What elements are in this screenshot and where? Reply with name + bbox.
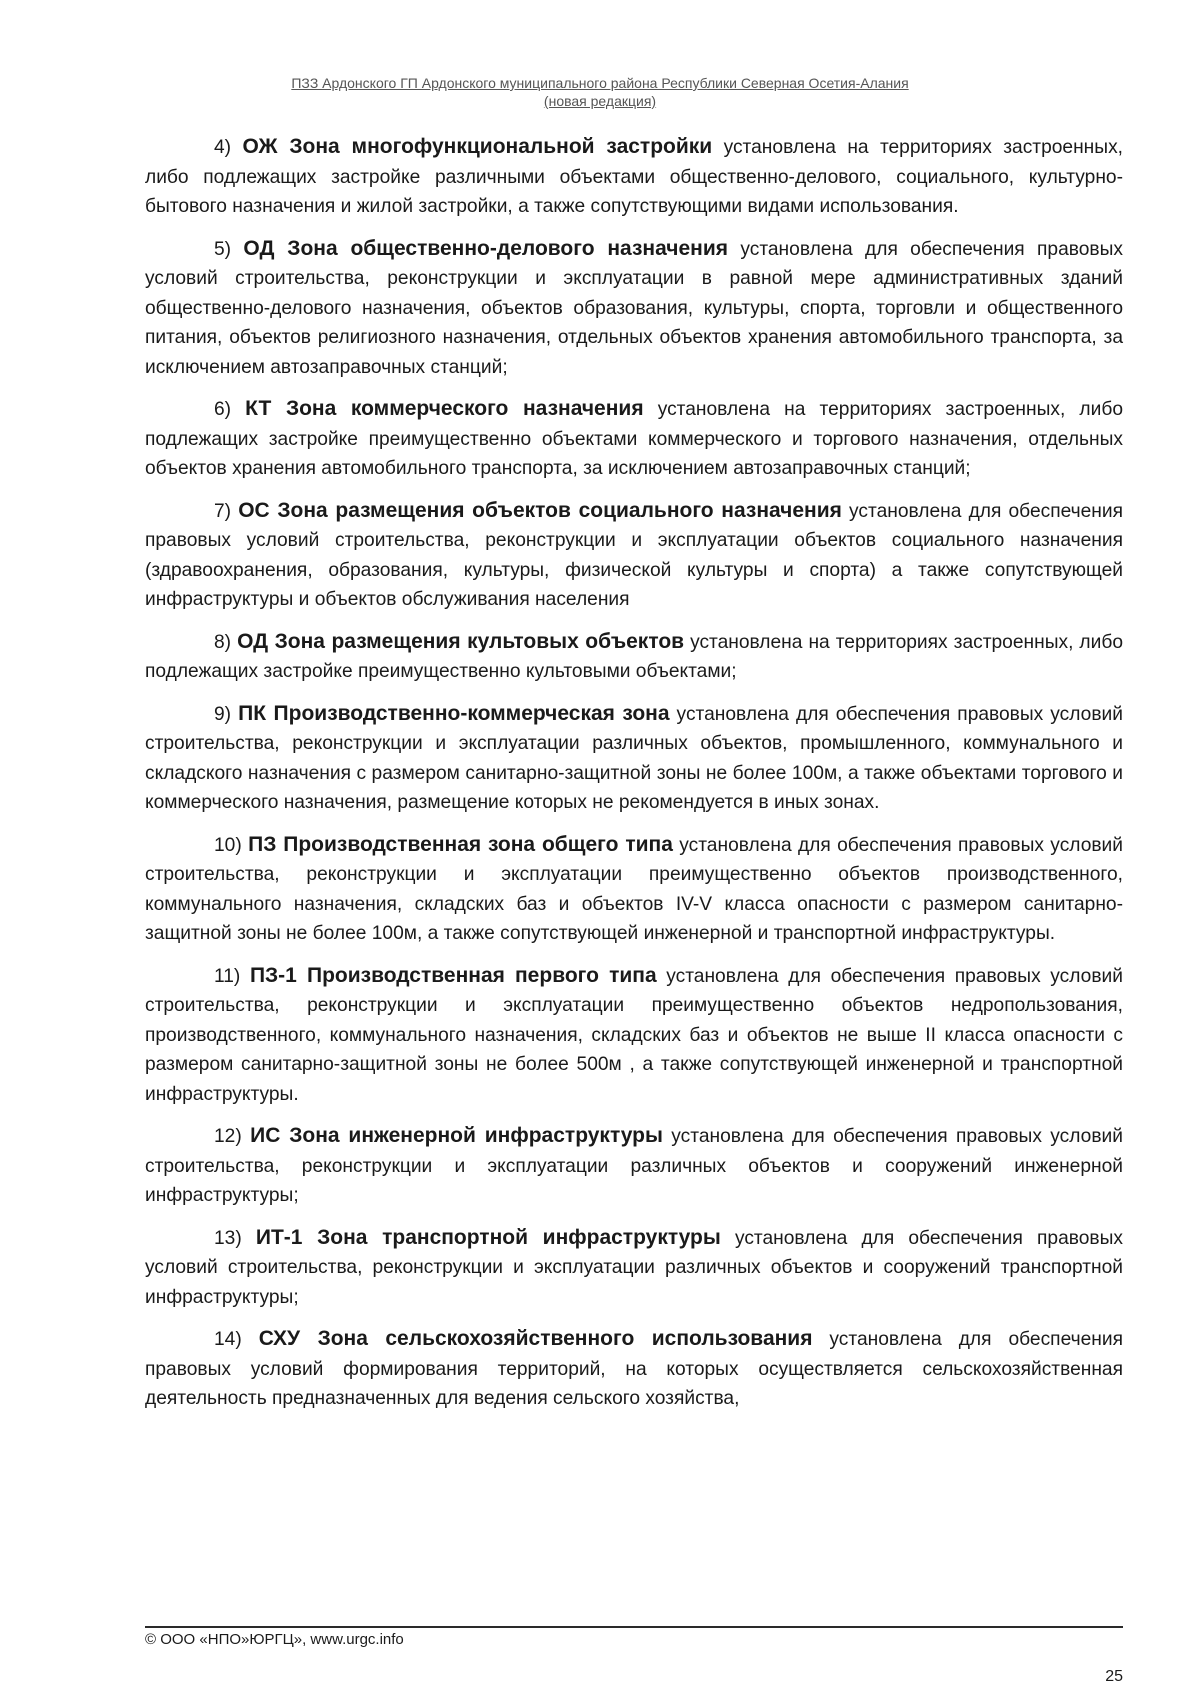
item-number: 14) xyxy=(214,1329,242,1350)
zone-description: установлена на территориях застроенных, либо подлежащих застройке преимущественно культовыми объектами; xyxy=(145,631,1123,682)
header-subtitle: (новая редакция) xyxy=(543,93,657,109)
zone-title: ПЗ-1 Производственная первого типа xyxy=(249,963,657,987)
zone-title: КТ Зона коммерческого назначения xyxy=(245,397,644,420)
footer-copyright: © ООО «НПО»ЮРГЦ», www.urgc.info xyxy=(145,1631,404,1648)
item-number: 12) xyxy=(214,1126,242,1147)
item-number: 6) xyxy=(214,399,232,420)
zone-paragraph-11 xyxy=(145,961,1123,1110)
footer-divider xyxy=(145,1626,1123,1628)
zone-title: ОД Зона общественно-делового назначения xyxy=(243,236,728,260)
zone-title: ПК Производственно-коммерческая зона xyxy=(238,701,670,725)
zone-paragraph-10 xyxy=(145,830,1123,949)
item-number: 11) xyxy=(214,965,241,987)
zone-description: установлена для обеспечения правовых условий строительства, реконструкции и эксплуатации в равной мере административных зданий общественно-делового назначения, объектов образования, культуры, спорта, торговли и общественного питания, объектов религиозного назначения, отдельных объектов хранения автомобильного транспорта, за исключением автозаправочных станций; xyxy=(145,238,1123,378)
zone-title: СХУ Зона сельскохозяйственного использования xyxy=(258,1327,813,1350)
zone-description: установлена на территориях застроенных, либо подлежащих застройке преимущественно объектами коммерческого и торгового назначения, отдельных объектов хранения автомобильного транспорта, за исключением автозаправочных станций; xyxy=(145,399,1123,479)
zone-title: ИС Зона инженерной инфраструктуры xyxy=(250,1124,663,1147)
zone-title: ОЖ Зона многофункциональной застройки xyxy=(242,135,713,158)
header-title: ПЗЗ Ардонского ГП Ардонского муниципального района Республики Северная Осетия-Алания xyxy=(291,75,909,91)
item-number: 7) xyxy=(214,500,232,522)
zone-paragraph-13 xyxy=(145,1223,1123,1313)
zone-description: установлена для обеспечения правовых условий формирования территорий, на которых осуществляется сельскохозяйственная деятельность предназначенных для ведения сельского хозяйства, xyxy=(145,1329,1123,1409)
zone-paragraph-6 xyxy=(145,394,1123,484)
page-header xyxy=(0,74,1200,110)
zone-paragraph-9 xyxy=(145,699,1123,818)
document-body xyxy=(145,132,1123,1426)
zone-description: установлена для обеспечения правовых условий строительства, реконструкции и эксплуатации преимущественно объектов недропользования, производственного, коммунального назначения, складских баз и объектов не выше II класса опасности с размером санитарно-защитной зоны не более 500м , а также сопутствующей инженерной и транспортной инфраструктуры. xyxy=(145,965,1123,1105)
zone-paragraph-8 xyxy=(145,627,1123,687)
zone-title: ПЗ Производственная зона общего типа xyxy=(248,832,673,856)
zone-paragraph-12 xyxy=(145,1121,1123,1211)
item-number: 9) xyxy=(214,703,232,725)
page-number: 25 xyxy=(1105,1668,1123,1685)
zone-paragraph-5 xyxy=(145,234,1123,383)
zone-description: установлена для обеспечения правовых условий строительства, реконструкции и эксплуатации различных объектов, промышленного, коммунального и складского назначения с размером санитарно-защитной зоны не более 100м, а также объектами торгового и коммерческого назначения, размещение которых не рекомендуется в иных зонах. xyxy=(145,703,1123,813)
zone-description: установлена для обеспечения правовых условий строительства, реконструкции и эксплуатации различных объектов и сооружений инженерной инфраструктуры; xyxy=(145,1126,1123,1206)
item-number: 8) xyxy=(214,631,232,653)
item-number: 10) xyxy=(214,834,242,856)
zone-paragraph-4 xyxy=(145,132,1123,222)
item-number: 4) xyxy=(214,137,232,158)
zone-description: установлена для обеспечения правовых условий строительства, реконструкции и эксплуатации различных объектов и сооружений транспортной инфраструктуры; xyxy=(145,1227,1123,1308)
zone-title: ОД Зона размещения культовых объектов xyxy=(237,629,685,653)
zone-description: установлена для обеспечения правовых условий строительства, реконструкции и эксплуатации преимущественно объектов производственного, коммунального назначения, складских баз и объектов IV-V класса опасности с размером санитарно-защитной зоны не более 100м, а также сопутствующей инженерной и транспортной инфраструктуры. xyxy=(145,834,1123,944)
zone-title: ОС Зона размещения объектов социального назначения xyxy=(238,498,842,522)
zone-paragraph-14 xyxy=(145,1324,1123,1414)
zone-description: установлена на территориях застроенных, либо подлежащих застройке различными объектами общественно-делового, социального, культурно-бытового назначения и жилой застройки, а также сопутствующими видами использования. xyxy=(145,137,1123,217)
zone-description: установлена для обеспечения правовых условий строительства, реконструкции и эксплуатации объектов социального назначения (здравоохранения, образования, культуры, физической культуры и спорта) а также сопутствующей инфраструктуры и объектов обслуживания населения xyxy=(145,500,1123,610)
zone-title: ИТ-1 Зона транспортной инфраструктуры xyxy=(255,1225,721,1249)
item-number: 13) xyxy=(214,1227,242,1249)
item-number: 5) xyxy=(214,238,232,260)
zone-paragraph-7 xyxy=(145,496,1123,615)
